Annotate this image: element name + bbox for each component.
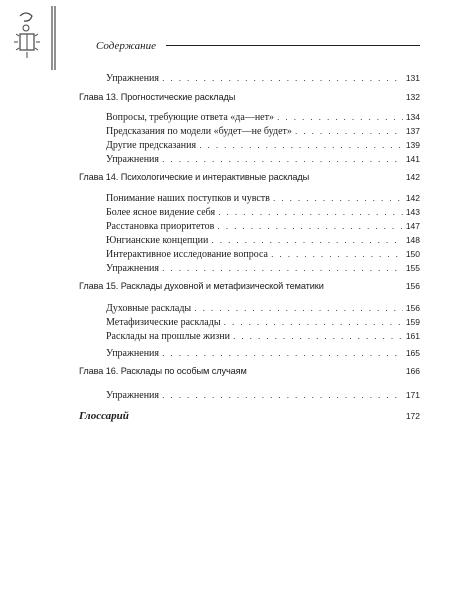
toc-entry [106,221,420,232]
toc-entry [106,263,420,274]
toc-entry-page: 156 [405,303,420,313]
toc-glossary-page: 172 [405,411,420,421]
toc-entry-page: 148 [405,235,420,245]
toc-entry [106,249,420,260]
toc-entry-label: Упражнения [106,154,159,165]
toc-entry [106,317,420,328]
toc-entry [106,207,420,218]
toc-entry [106,126,420,137]
toc-entry-label: Упражнения [106,263,159,274]
toc-entry-label: Духовные расклады [106,303,192,314]
dot-leader [273,193,403,203]
toc-entry-label: Метафизические расклады [106,317,221,328]
dot-leader [217,221,402,231]
toc-chapter-page: 166 [405,366,420,376]
toc-entry-page: 143 [405,207,420,217]
toc-chapter-page: 132 [405,92,420,102]
dot-leader [233,331,403,341]
toc-entry-page: 159 [405,317,420,327]
toc-entry-page: 147 [405,221,420,231]
running-header-title: Содержание [96,40,157,52]
toc-chapter [79,281,420,291]
toc-entry-label: Понимание наших поступков и чувств [106,193,270,204]
toc-chapter-page: 142 [405,172,420,182]
toc-chapter [79,366,420,376]
toc-chapter [79,172,420,182]
toc-entry [106,193,420,204]
toc-entry-page: 137 [405,126,420,136]
toc-chapter-label: Глава 13. Прогностические расклады [79,92,236,102]
toc-chapter-label: Глава 15. Расклады духовной и метафизической тематики [79,281,324,291]
toc-entry-page: 141 [405,154,420,164]
dot-leader [194,303,403,313]
toc-entry [106,235,420,246]
toc-glossary [79,410,420,422]
dot-leader [162,390,403,400]
toc-entry-page: 150 [405,249,420,259]
toc-entry [106,154,420,165]
toc-entry [106,112,420,123]
toc-entry-label: Юнгианские концепции [106,235,209,246]
toc-entry-page: 142 [405,193,420,203]
toc-chapter-page: 156 [405,281,420,291]
dot-leader [199,140,403,150]
dot-leader [162,348,403,358]
toc-entry-label: Расстановка приоритетов [106,221,215,232]
toc-entry [106,348,420,359]
dot-leader [162,73,403,83]
toc-entry [106,303,420,314]
toc-entry [106,390,420,401]
dot-leader [211,235,402,245]
toc-entry [106,331,420,342]
toc-entry-page: 171 [405,390,420,400]
toc-entry [106,140,420,151]
toc-entry-page: 165 [405,348,420,358]
toc-chapter [79,92,420,102]
toc-entry-page: 131 [405,73,420,83]
dot-leader [277,112,403,122]
toc-entry-label: Более ясное видение себя [106,207,216,218]
dot-leader [224,317,403,327]
toc-entry-page: 139 [405,140,420,150]
toc-entry-label: Упражнения [106,73,159,84]
dot-leader [271,249,403,259]
toc-entry-label: Другие предсказания [106,140,197,151]
toc-entry-label: Упражнения [106,390,159,401]
toc-entry-label: Предсказания по модели «будет—не будет» [106,126,292,137]
toc-entry [106,73,420,84]
toc-entry-page: 134 [405,112,420,122]
toc-entry-page: 161 [405,331,420,341]
toc-entry-label: Расклады на прошлые жизни [106,331,230,342]
toc-entry-label: Интерактивное исследование вопроса [106,249,268,260]
toc-entry-page: 155 [405,263,420,273]
dot-leader [162,263,403,273]
dot-leader [162,154,403,164]
dot-leader [218,207,403,217]
toc-entry-label: Упражнения [106,348,159,359]
toc-chapter-label: Глава 16. Расклады по особым случаям [79,366,247,376]
dot-leader [295,126,403,136]
toc-entry-label: Вопросы, требующие ответа «да—нет» [106,112,274,123]
toc-chapter-label: Глава 14. Психологические и интерактивные расклады [79,172,310,182]
toc-glossary-label: Глоссарий [79,410,129,422]
